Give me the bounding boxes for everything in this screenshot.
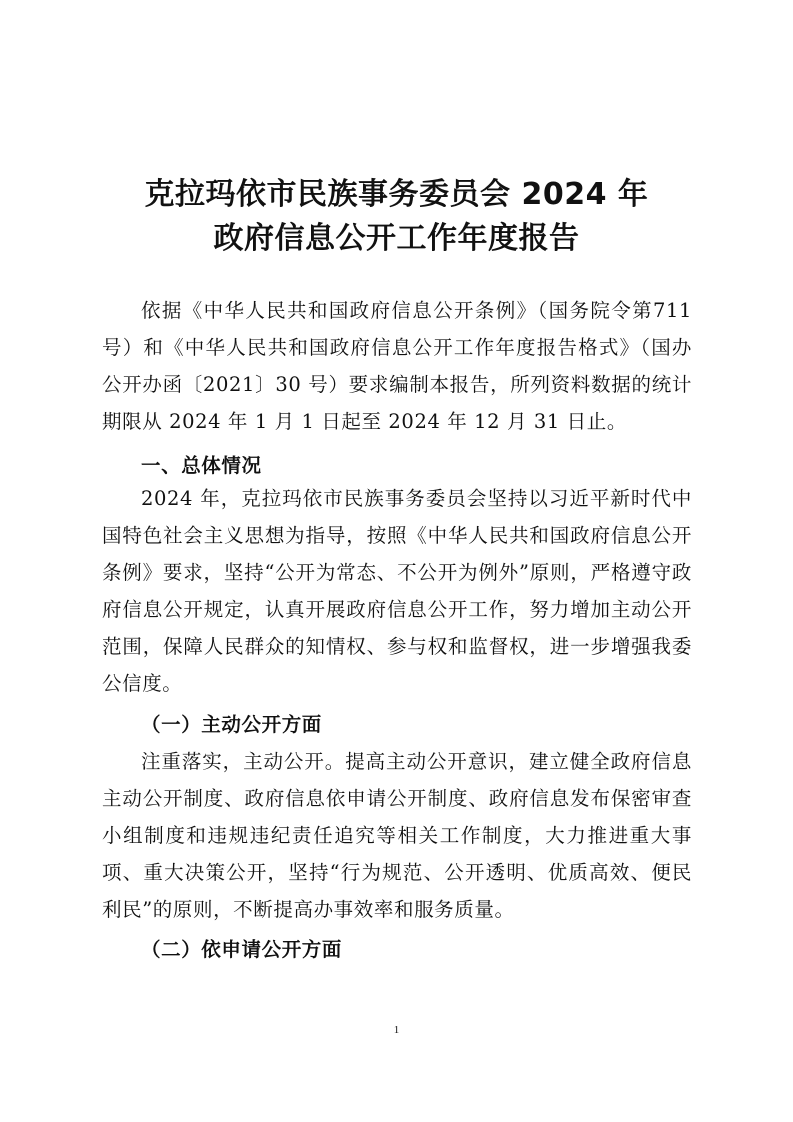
proactive-disclosure-paragraph: 注重落实，主动公开。提高主动公开意识，建立健全政府信息主动公开制度、政府信息依申请公开制度、政府信息发布保密审查小组制度和违规违纪责任追究等相关工作制度，大力推进重大事项、重大决策公开，坚持“行为规范、公开透明、优质高效、便民利民”的原则，不断提高办事效率和服务质量。 (102, 750, 692, 921)
subsection-heading-proactive-disclosure: （一）主动公开方面 (141, 713, 322, 736)
overview-paragraph: 2024 年，克拉玛依市民族事务委员会坚持以习近平新时代中国特色社会主义思想为指导，按照《中华人民共和国政府信息公开条例》要求，坚持“公开为常态、不公开为例外”原则，严格遵守政府信息公开规定，认真开展政府信息公开工作，努力增加主动公开范围，保障人民群众的知情权、参与权和监督权，进一步增强我委公信度。 (102, 487, 692, 695)
document-title-line-2: 政府信息公开工作年度报告 (213, 221, 580, 256)
subsection-heading-request-disclosure: （二）依申请公开方面 (141, 938, 343, 961)
document-title-line-1: 克拉玛依市民族事务委员会 2024 年 (144, 177, 649, 212)
page-number: 1 (393, 1024, 400, 1036)
section-heading-overview: 一、总体情况 (141, 454, 262, 477)
intro-paragraph: 依据《中华人民共和国政府信息公开条例》（国务院令第711 号）和《中华人民共和国政府信息公开工作年度报告格式》（国办公开办函〔2021〕30 号）要求编制本报告，所列资料数据的统计期限从 2024 年 1 月 1 日起至 2024 年 12 月 31 日止。 (102, 299, 692, 433)
